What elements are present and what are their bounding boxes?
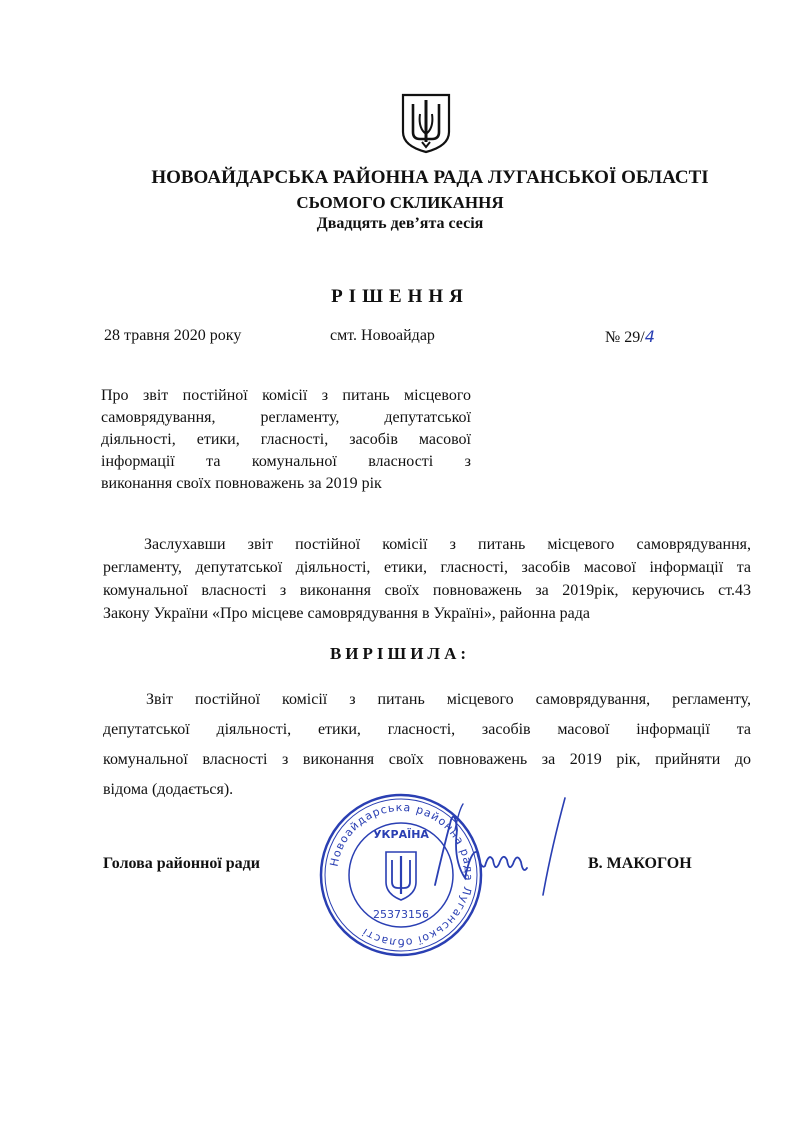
- decision-number-prefix: № 29/: [605, 329, 645, 346]
- subject-line: самоврядування, регламенту, депутатської: [101, 409, 471, 426]
- decision-date: 28 травня 2020 року: [104, 327, 242, 344]
- session: Двадцять дев’ята сесія: [316, 215, 484, 232]
- signatory-position: Голова районної ради: [103, 855, 260, 872]
- stamp-ring-text: Новоайдарська районна рада Луганської області: [327, 800, 476, 950]
- trident-emblem-icon: [400, 92, 452, 154]
- resolution-line: відома (додається).: [103, 781, 234, 798]
- subject-line: діяльності, етики, гласності, засобів масової: [101, 431, 471, 448]
- council-name: НОВОАЙДАРСЬКА РАЙОННА РАДА ЛУГАНСЬКОЇ ОБЛАСТІ: [151, 167, 709, 188]
- resolution-line: комунальної власності з виконання своїх повноважень за 2019 рік, прийняти до: [103, 751, 751, 768]
- signatory-name: В. МАКОГОН: [588, 855, 692, 872]
- handwritten-signature: [425, 790, 595, 900]
- convocation: СЬОМОГО СКЛИКАННЯ: [296, 193, 504, 212]
- subject-line: інформації та комунальної власності з: [101, 453, 471, 470]
- resolution-paragraph: [103, 685, 751, 805]
- stamp-top-text: УКРАЇНА: [373, 828, 429, 841]
- resolution-line: депутатської діяльності, етики, гласності, засобів масової інформації та: [103, 721, 751, 738]
- decided-heading: ВИРІШИЛА:: [329, 644, 471, 663]
- decision-place: смт. Новоайдар: [330, 327, 435, 344]
- preamble-line: Закону України «Про місцеве самоврядування в Україні», районна рада: [103, 605, 591, 622]
- document-title: РІШЕННЯ: [331, 286, 469, 307]
- decision-number: [605, 327, 655, 347]
- preamble-line: регламенту, депутатської діяльності, етики, гласності, засобів масової інформації та: [103, 559, 751, 576]
- stamp-trident-icon: [386, 852, 416, 900]
- decision-subject: [101, 385, 471, 495]
- preamble-paragraph: [103, 533, 751, 625]
- preamble-line: Заслухавши звіт постійної комісії з питань місцевого самоврядування,: [144, 536, 751, 553]
- resolution-line: Звіт постійної комісії з питань місцевого самоврядування, регламенту,: [146, 691, 751, 708]
- stamp-code: 25373156: [373, 908, 429, 921]
- preamble-line: комунальної власності з виконання своїх повноважень за 2019рік, керуючись ст.43: [103, 582, 751, 599]
- subject-line: виконання своїх повноважень за 2019 рік: [101, 475, 382, 492]
- decision-number-handwritten: 4: [644, 327, 655, 346]
- subject-line: Про звіт постійної комісії з питань місцевого: [101, 387, 471, 404]
